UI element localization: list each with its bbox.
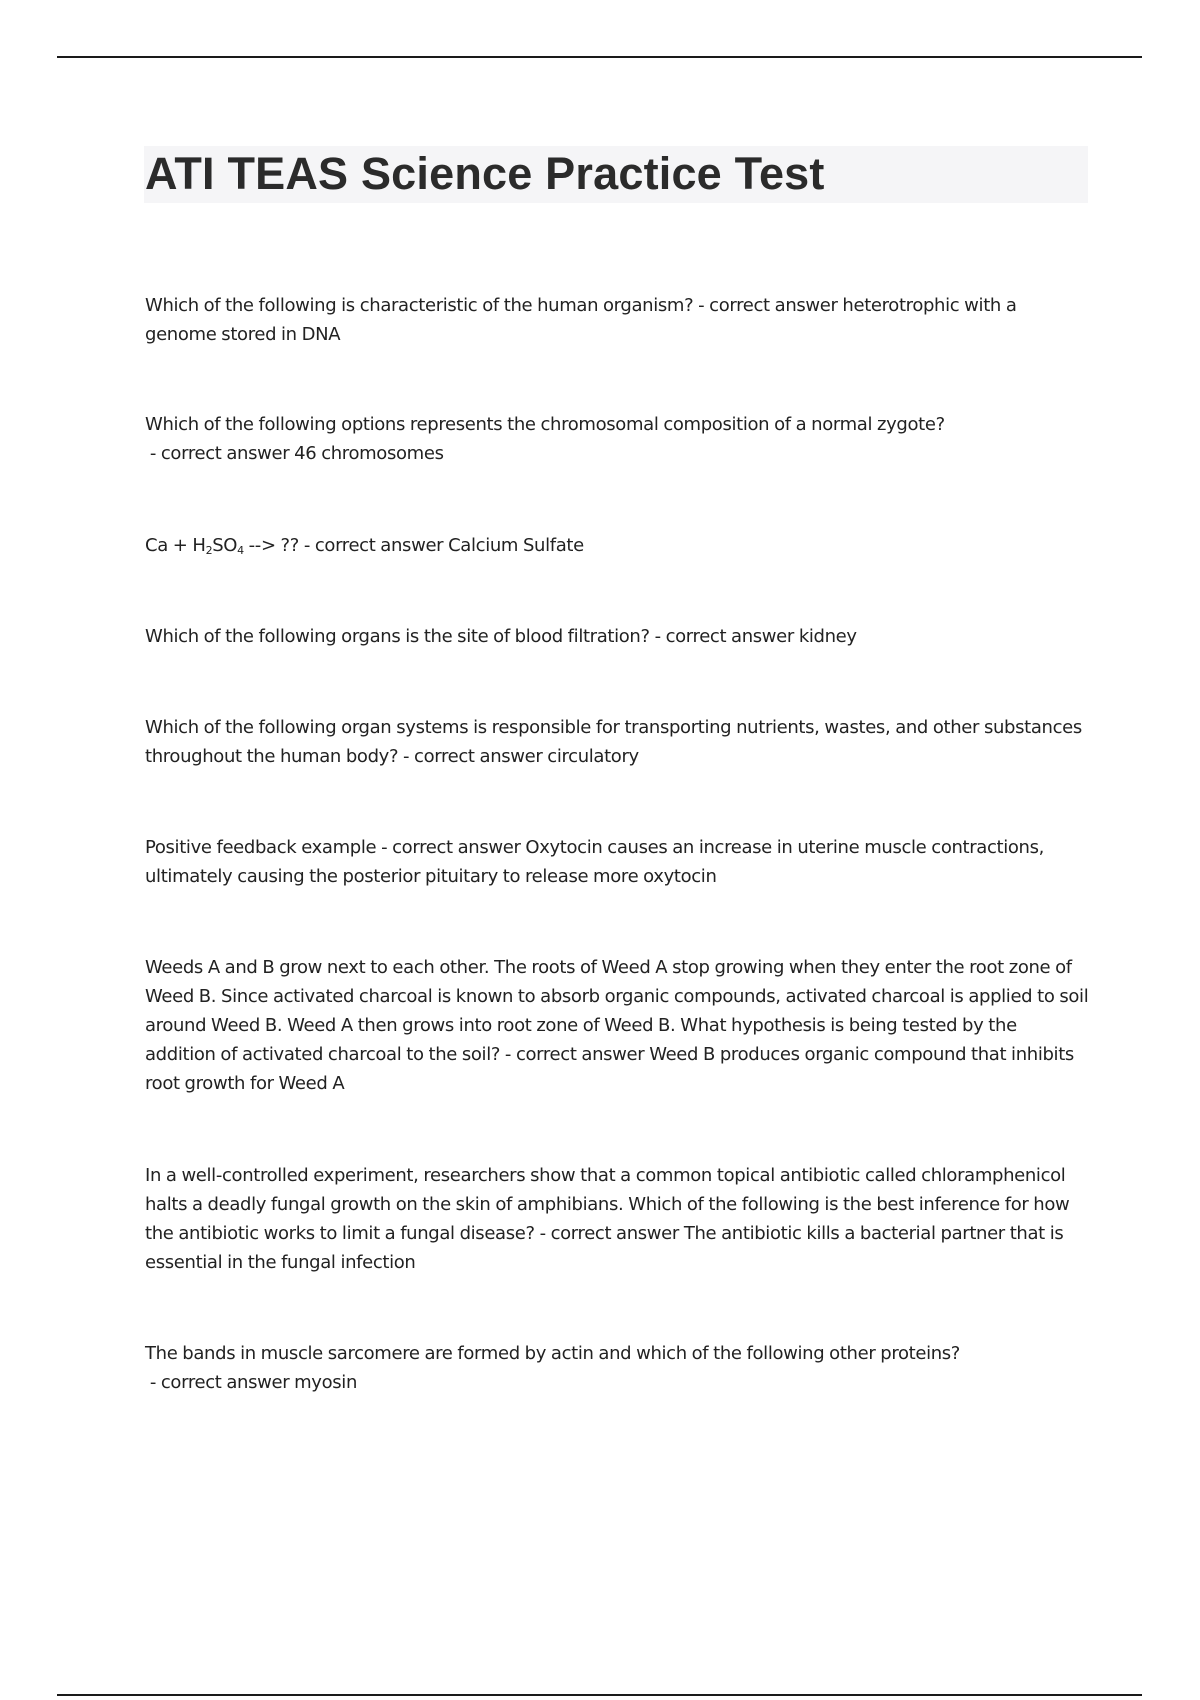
qa-item-7 [145, 953, 1090, 1098]
answer-text: circulatory [547, 746, 639, 767]
answer-text: Weed B produces organic compound that inhibits root growth for Weed A [145, 1044, 1074, 1094]
answer-separator: - correct answer [298, 535, 449, 556]
qa-item-6 [145, 833, 1090, 891]
formula-part: --> ?? [243, 535, 299, 556]
answer-text: The antibiotic kills a bacterial partner that is essential in the fungal infection [145, 1223, 1064, 1273]
formula-subscript: 2 [205, 544, 213, 557]
question-text: The bands in muscle sarcomere are formed by actin and which of the following other proteins? [145, 1343, 961, 1364]
formula-part: Ca + H [145, 535, 206, 556]
answer-separator: - correct answer [649, 626, 799, 647]
answer-separator: - correct answer [145, 1372, 295, 1393]
answer-separator: - correct answer [693, 295, 843, 316]
answer-text: heterotrophic with a genome stored in DNA [145, 295, 1017, 345]
answer-text: kidney [798, 626, 857, 647]
answer-text: 46 chromosomes [294, 443, 444, 464]
qa-item-2 [145, 410, 1090, 468]
qa-item-8 [145, 1161, 1090, 1277]
top-rule [57, 56, 1142, 58]
question-text: Which of the following options represents the chromosomal composition of a normal zygote? [145, 414, 945, 435]
qa-item-4 [145, 622, 1090, 651]
formula-part: SO [212, 535, 238, 556]
question-text: Which of the following organ systems is responsible for transporting nutrients, wastes, and other substances throughout the human body? [145, 717, 1082, 767]
document-title: ATI TEAS Science Practice Test [145, 148, 825, 199]
answer-text: Oxytocin causes an increase in uterine muscle contractions, ultimately causing the posterior pituitary to release more oxytocin [145, 837, 1045, 887]
answer-separator: - correct answer [500, 1044, 650, 1065]
qa-item-5 [145, 713, 1090, 771]
qa-item-9 [145, 1339, 1090, 1397]
question-text: Positive feedback example [145, 837, 377, 858]
answer-separator: - correct answer [534, 1223, 684, 1244]
question-text: Weeds A and B grow next to each other. The roots of Weed A stop growing when they enter the root zone of Weed B. Since activated charcoal is known to absorb organic compounds, activated charcoal is applied to soil around Weed B. Weed A then grows into root zone of Weed B. What hypothesis is being tested by the addition of activated charcoal to the soil? [145, 957, 1089, 1065]
bottom-rule [57, 1694, 1142, 1696]
formula-subscript: 4 [237, 544, 244, 557]
question-text: Which of the following is characteristic of the human organism? [145, 295, 694, 316]
question-text: In a well-controlled experiment, researchers show that a common topical antibiotic called chloramphenicol halts a deadly fungal growth on the skin of amphibians. Which of the following is the best inference for how the antibiotic works to limit a fungal disease? [145, 1165, 1070, 1244]
question-text [145, 535, 299, 556]
answer-separator: - correct answer [398, 746, 548, 767]
answer-separator: - correct answer [376, 837, 526, 858]
qa-item-1 [145, 291, 1090, 349]
answer-separator: - correct answer [145, 443, 295, 464]
answer-text: Calcium Sulfate [448, 535, 584, 556]
answer-text: myosin [294, 1372, 358, 1393]
question-text: Which of the following organs is the site of blood filtration? [145, 626, 650, 647]
qa-item-3 [145, 531, 1090, 560]
